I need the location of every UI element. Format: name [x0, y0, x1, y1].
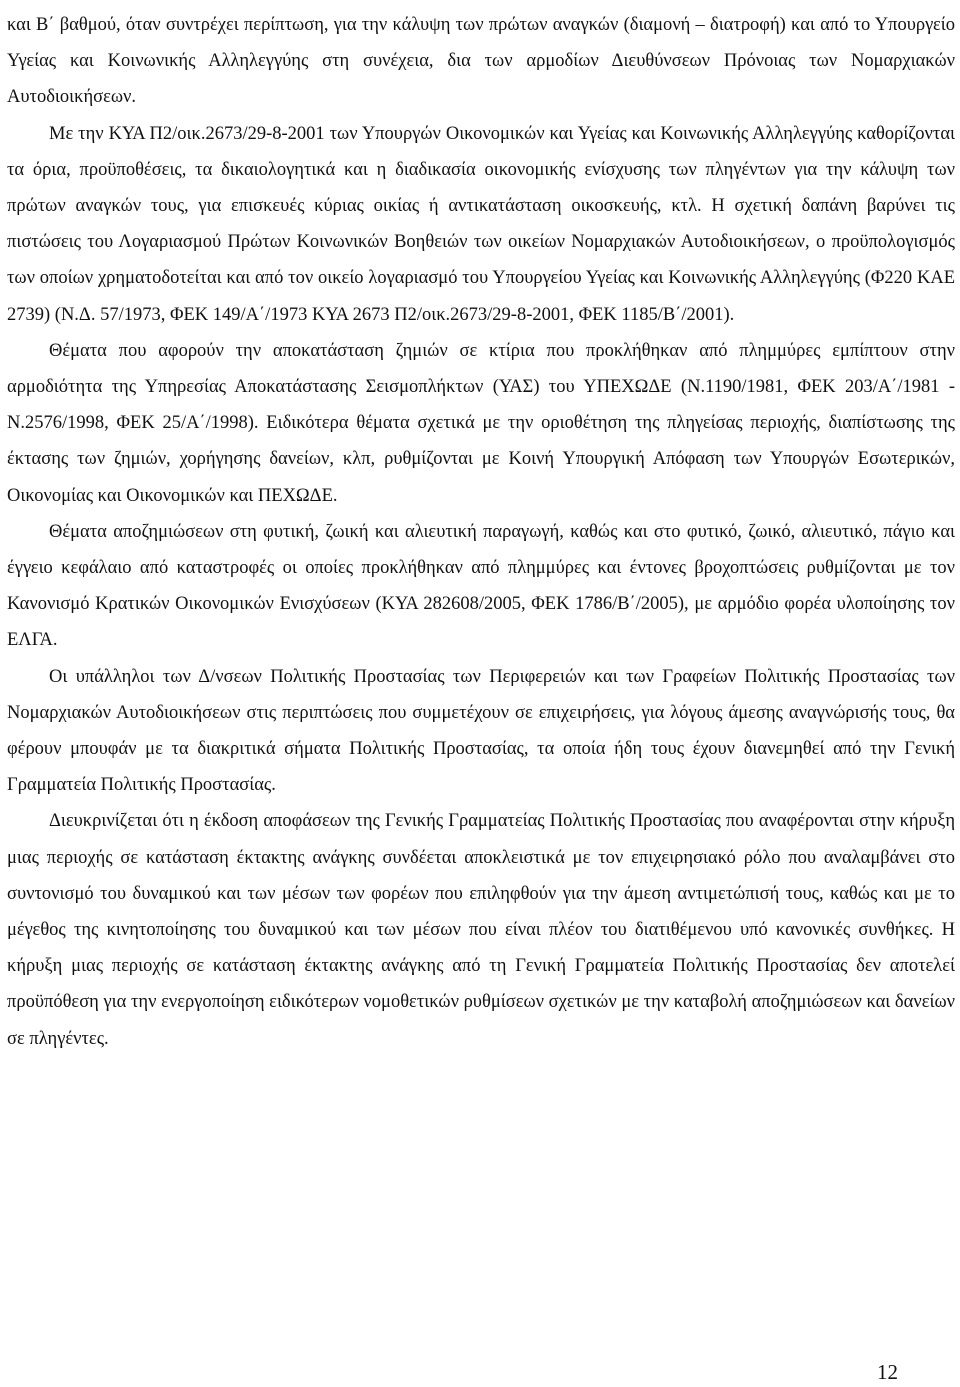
paragraph-agricultural-compensation: Θέματα αποζημιώσεων στη φυτική, ζωική και αλιευτική παραγωγή, καθώς και στο φυτικό, ζωικό, αλιευτικό, πάγιο και έγγειο κεφάλαιο από καταστροφές οι οποίες προκλήθηκαν από πλημμύρες και έντονες βροχοπτώσεις ρυθμίζονται με τον Κανονισμό Κρατικών Οικονομικών Ενισχύσεων (ΚΥΑ 282608/2005, ΦΕΚ 1786/Β΄/2005), με αρμόδιο φορέα υλοποίησης τον ΕΛΓΑ. — [7, 521, 955, 651]
paragraph-kya-financial-support: Με την ΚΥΑ Π2/οικ.2673/29-8-2001 των Υπουργών Οικονομικών και Υγείας και Κοινωνικής Αλληλεγγύης καθορίζονται τα όρια, προϋποθέσεις, τα δικαιολογητικά και η διαδικασία οικονομικής ενίσχυσης των πληγέντων για την κάλυψη των πρώτων αναγκών τους, για επισκευές κύριας οικίας ή αντικατάσταση οικοσκευής, κτλ. Η σχετική δαπάνη βαρύνει τις πιστώσεις του Λογαριασμού Πρώτων Κοινωνικών Βοηθειών των οικείων Νομαρχιακών Αυτοδιοικήσεων, ο προϋπολογισμός των οποίων χρηματοδοτείται και από τον οικείο λογαριασμό του Υπουργείου Υγείας και Κοινωνικής Αλληλεγγύης (Φ220 ΚΑΕ 2739) (Ν.Δ. 57/1973, ΦΕΚ 149/Α΄/1973 ΚΥΑ 2673 Π2/οικ.2673/29-8-2001, ΦΕΚ 1185/Β΄/2001). — [7, 123, 955, 325]
paragraph-continuation: και Β΄ βαθμού, όταν συντρέχει περίπτωση, για την κάλυψη των πρώτων αναγκών (διαμονή – διατροφή) και από το Υπουργείο Υγείας και Κοινωνικής Αλληλεγγύης στη συνέχεια, δια των αρμοδίων Διευθύνσεων Πρόνοιας των Νομαρχιακών Αυτοδιοικήσεων. — [7, 15, 955, 108]
document-page — [7, 0, 955, 1057]
paragraph-building-damage: Θέματα που αφορούν την αποκατάσταση ζημιών σε κτίρια που προκλήθηκαν από πλημμύρες εμπίπτουν στην αρμοδιότητα της Υπηρεσίας Αποκατάστασης Σεισμοπλήκτων (ΥΑΣ) του ΥΠΕΧΩΔΕ (Ν.1190/1981, ΦΕΚ 203/Α΄/1981 - Ν.2576/1998, ΦΕΚ 25/Α΄/1998). Ειδικότερα θέματα σχετικά με την οριοθέτηση της πληγείσας περιοχής, διαπίστωσης της έκτασης των ζημιών, χορήγησης δανείων, κλπ, ρυθμίζονται με Κοινή Υπουργική Απόφαση των Υπουργών Εσωτερικών, Οικονομίας και Οικονομικών και ΠΕΧΩΔΕ. — [7, 340, 955, 506]
paragraph-emergency-declaration: Διευκρινίζεται ότι η έκδοση αποφάσεων της Γενικής Γραμματείας Πολιτικής Προστασίας που αναφέρονται στην κήρυξη μιας περιοχής σε κατάσταση έκτακτης ανάγκης συνδέεται αποκλειστικά με τον επιχειρησιακό ρόλο που αναλαμβάνει στο συντονισμό του δυναμικού και των μέσων των φορέων που επιληφθούν για την άμεση αντιμετώπισή τους, καθώς και με το μέγεθος της κινητοποίησης του δυναμικού και των μέσων που είναι πλέον του διατιθέμενου υπό κανονικές συνθήκες. Η κήρυξη μιας περιοχής σε κατάσταση έκτακτης ανάγκης από τη Γενική Γραμματεία Πολιτικής Προστασίας δεν αποτελεί προϋπόθεση για την ενεργοποίηση ειδικότερων νομοθετικών ρυθμίσεων σχετικών με την καταβολή αποζημιώσεων και δανείων σε πληγέντες. — [7, 811, 955, 1049]
paragraph-civil-protection-staff: Οι υπάλληλοι των Δ/νσεων Πολιτικής Προστασίας των Περιφερειών και των Γραφείων Πολιτικής Προστασίας των Νομαρχιακών Αυτοδιοικήσεων στις περιπτώσεις που συμμετέχουν σε επιχειρήσεις, για λόγους άμεσης αναγνώρισής τους, θα φέρουν μπουφάν με τα διακριτικά σήματα Πολιτικής Προστασίας, τα οποία ήδη τους έχουν διανεμηθεί από την Γενική Γραμματεία Πολιτικής Προστασίας. — [7, 666, 955, 796]
page-number: 12 — [877, 1360, 898, 1384]
